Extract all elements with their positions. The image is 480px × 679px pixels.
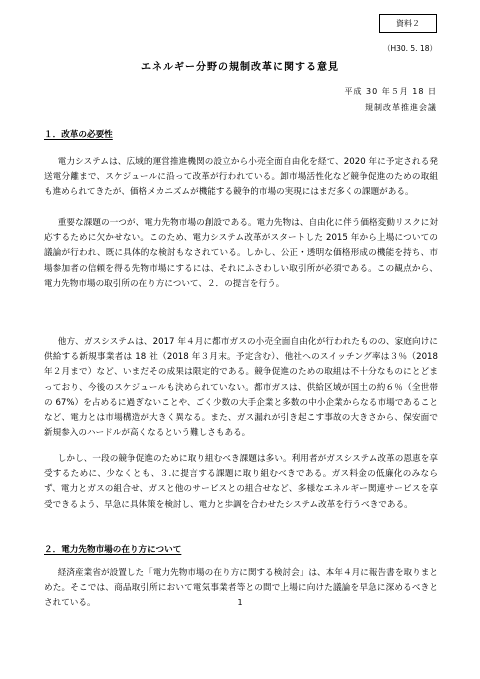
- document-badge: 資料２: [379, 14, 437, 33]
- section-heading-1: １．改革の必要性: [44, 130, 113, 140]
- issue-date: 平成 30 年５月 18 日: [344, 87, 437, 96]
- date-code: （H30. 5. 18）: [382, 44, 437, 53]
- page-title: エネルギー分野の規制改革に関する意見: [141, 62, 339, 73]
- section1-paragraph-1: 電力システムは、広域的運営推進機関の設立から小売全面自由化を経て、2020 年に予定される発送電分離まで、スケジュールに沿って改革が行われている。卸市場活性化など競争促進のための取組も進められてきたが、価格メカニズムが機能する競争的市場の実現にはまだ多くの課題がある。: [44, 157, 438, 198]
- section1-paragraph-3: 他方、ガスシステムは、2017 年４月に都市ガスの小売全面自由化が行われたものの、家庭向けに供給する新規事業者は 18 社（2018 年３月末。予定含む）、他社へのスイッチング率は３％（2018 年２月まで）など、いまだその成果は限定的である。競争促進のための取組は不十分なものにとどまっており、今後のスケジュールも決められていない。都市ガスは、供給区域が国土の約６％（全世帯の 67%）を占めるに過ぎないことや、ごく少数の大手企業と多数の中小企業からなる市場であることなど、電力とは市場構造が大きく異なる。また、ガス漏れが引き起こす事故の大きさから、保安面で新規参入のハードルが高くなるという難しさもある。: [44, 337, 438, 439]
- page-number: 1: [237, 598, 243, 607]
- section-heading-2: ２．電力先物市場の在り方について: [44, 545, 182, 555]
- section1-paragraph-4: しかし、一段の競争促進のために取り組むべき課題は多い。利用者がガスシステム改革の恩恵を享受するために、少なくとも、３.に提言する課題に取り組むべきである。ガス料金の低廉化のみならず、電力とガスの組合せ、ガスと他のサービスとの組合せなど、多様なエネルギー関連サービスを享受できるよう、早急に具体策を検討し、電力と歩調を合わせたシステム改革を行うべきである。: [44, 454, 438, 510]
- section1-paragraph-2: 重要な課題の一つが、電力先物市場の創設である。電力先物は、自由化に伴う価格変動リスクに対応するために欠かせない。このため、電力システム改革がスタートした 2015 年から上場についての議論が行われ、既に具体的な検討もなされている。しかし、公正・透明な価格形成の機能を持ち、市場参加者の信頼を得る先物市場にするには、それにふさわしい取引所が必須である。この観点から、電力先物市場の取引所の在り方について、２．の提言を行う。: [44, 218, 438, 289]
- issuer-name: 規制改革推進会議: [365, 103, 437, 112]
- section2-paragraph-1: 経済産業省が設置した「電力先物市場の在り方に関する検討会」は、本年４月に報告書を取りまとめた。そこでは、商品取引所において電気事業者等との間で上場に向けた議論を早急に深めるべきとされている。: [44, 568, 438, 609]
- issuer-block: [344, 84, 437, 116]
